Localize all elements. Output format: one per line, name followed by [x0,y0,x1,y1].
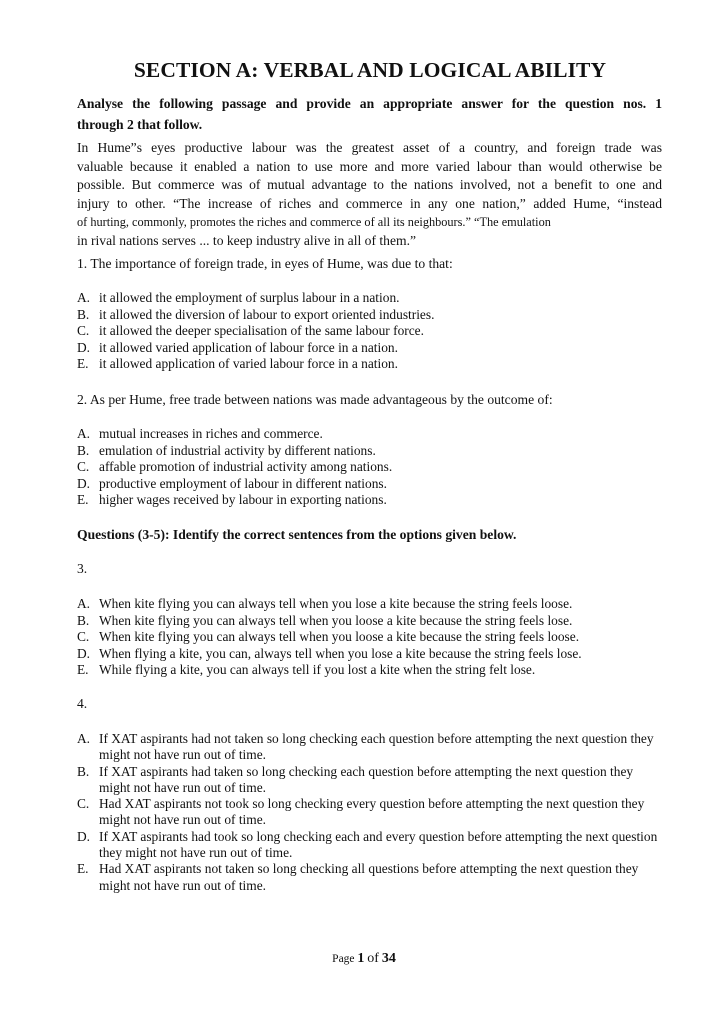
option-letter: B. [77,763,90,779]
option-letter: C. [77,323,90,338]
option-d [77,829,667,862]
option-text: affable promotion of industrial activity among nations. [99,459,393,474]
option-e [77,662,667,679]
page-word: Page [332,953,355,965]
option-b [77,443,667,460]
option-letter: A. [77,426,91,441]
option-text: mutual increases in riches and commerce. [99,426,323,441]
question-3-options [77,596,667,679]
option-b [77,764,667,797]
option-text: emulation of industrial activity by different nations. [99,442,376,458]
questions-3-5-heading: Questions (3-5): Identify the correct sentences from the options given below. [77,527,517,542]
option-letter: A. [77,290,91,305]
question-4-number: 4. [77,696,88,711]
passage [77,139,662,250]
option-text: When kite flying you can always tell when you loose a kite because the string feels loose. [99,629,580,644]
option-letter: B. [77,306,90,322]
option-letter: D. [77,645,91,661]
option-letter: E. [77,662,89,677]
option-b [77,613,667,630]
option-d [77,340,667,357]
option-a [77,426,667,443]
instruction-line-1: Analyse the following passage and provide an appropriate answer for the question nos. 1 [77,96,662,111]
option-letter: A. [77,731,91,746]
of-word: of [367,951,379,966]
option-e [77,861,667,894]
passage-line: of hurting, commonly, promotes the riches and commerce of all its neighbours.” “The emulation [77,215,551,229]
option-e [77,356,667,373]
option-c [77,796,667,829]
instruction-line-2: through 2 that follow. [77,117,203,132]
option-text: it allowed application of varied labour force in a nation. [99,356,398,371]
option-c [77,459,667,476]
option-letter: C. [77,629,90,644]
question-1-stem: 1. The importance of foreign trade, in eyes of Hume, was due to that: [77,256,453,271]
option-letter: E. [77,492,89,507]
option-c [77,629,667,646]
option-letter: C. [77,459,90,474]
option-text: If XAT aspirants had taken so long checking each question before attempting the next question they might not have run out of time. [99,763,634,795]
option-text: it allowed the diversion of labour to export oriented industries. [99,306,435,322]
option-text: it allowed the employment of surplus labour in a nation. [99,290,400,305]
option-text: When flying a kite, you can, always tell when you lose a kite because the string feels lose. [99,645,582,661]
page-footer [0,951,728,967]
total-pages: 34 [381,951,396,966]
passage-line: possible. But commerce was of mutual advantage to the nations involved, not a benefit to one and [77,177,662,192]
option-letter: D. [77,475,91,491]
option-text: Had XAT aspirants not taken so long checking all questions before attempting the next question they might not have run out of time. [99,861,639,893]
option-letter: D. [77,339,91,355]
passage-line: In Hume”s eyes productive labour was the greatest asset of a country, and foreign trade was [77,140,662,155]
passage-line: valuable because it enabled a nation to use more and more varied labour than would otherwise be [77,158,662,174]
option-a [77,596,667,613]
option-e [77,492,667,509]
option-letter: E. [77,356,89,371]
option-letter: B. [77,442,90,458]
option-d [77,476,667,493]
question-2-options [77,426,667,509]
option-a [77,731,667,764]
question-4-options [77,731,667,894]
option-letter: C. [77,796,90,812]
passage-line: in rival nations serves ... to keep industry alive in all of them.” [77,232,417,248]
option-text: it allowed varied application of labour force in a nation. [99,339,398,355]
option-letter: A. [77,596,91,611]
section-title: SECTION A: VERBAL AND LOGICAL ABILITY [133,58,607,82]
option-letter: E. [77,861,89,877]
page-number: 1 [357,951,365,966]
option-c [77,323,667,340]
option-letter: B. [77,612,90,628]
option-text: higher wages received by labour in exporting nations. [99,492,387,507]
option-text: it allowed the deeper specialisation of the same labour force. [99,323,424,338]
option-text: When kite flying you can always tell when you lose a kite because the string feels loose. [99,596,573,611]
question-3-number: 3. [77,561,88,576]
option-text: productive employment of labour in different nations. [99,475,387,491]
option-text: When kite flying you can always tell when you loose a kite because the string feels lose. [99,612,573,628]
instruction [77,93,662,135]
option-text: Had XAT aspirants not took so long checking every question before attempting the next question they might not have run out of time. [99,796,645,828]
passage-line: injury to other. “The increase of riches and commerce in any one nation,” added Hume, “instead [77,195,662,211]
option-d [77,646,667,663]
option-letter: D. [77,828,91,844]
question-1-options [77,290,667,373]
option-b [77,307,667,324]
option-text: If XAT aspirants had not taken so long checking each question before attempting the next question they might not have run out of time. [99,731,654,763]
option-a [77,290,667,307]
question-2-stem: 2. As per Hume, free trade between nations was made advantageous by the outcome of: [77,392,553,407]
option-text: If XAT aspirants had took so long checking each and every question before attempting the next question they might not have run out of time. [99,828,658,861]
option-text: While flying a kite, you can always tell if you lost a kite when the string felt lose. [99,662,536,677]
